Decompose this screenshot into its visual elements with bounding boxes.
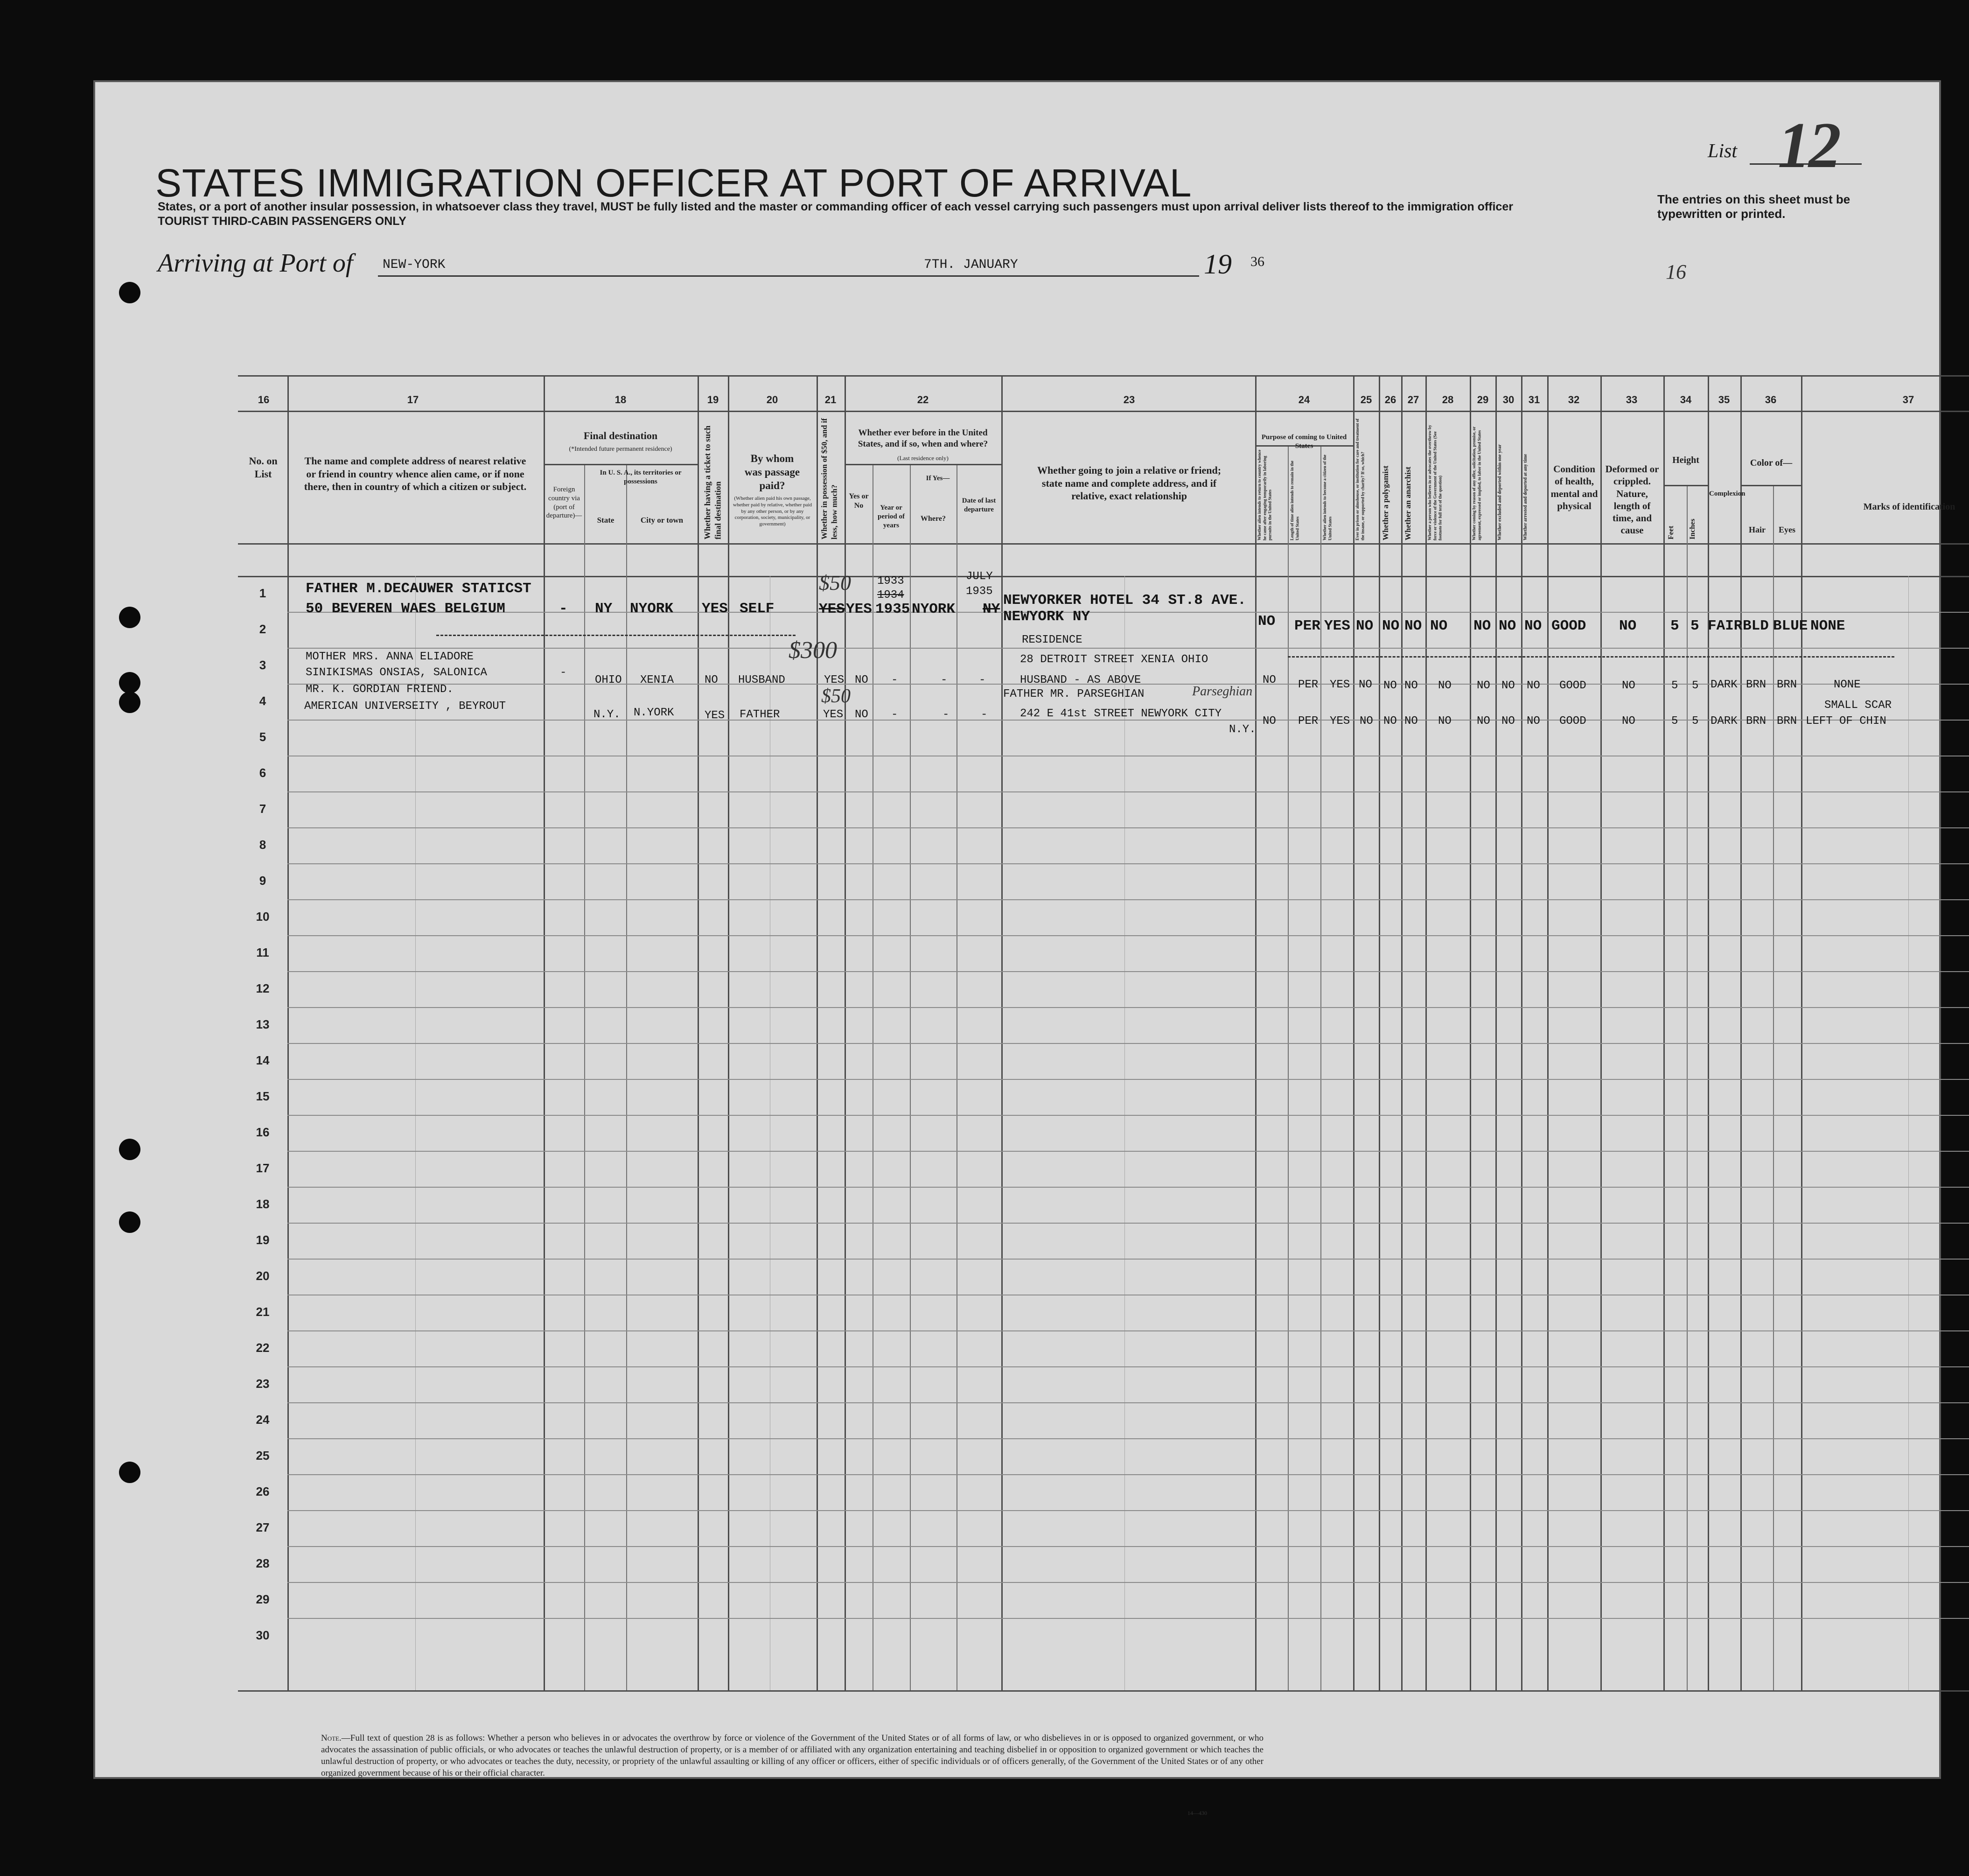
entry4-before: NO bbox=[855, 708, 868, 721]
col-divider bbox=[817, 375, 818, 1691]
column-number: 29 bbox=[1477, 394, 1489, 406]
entry1-polygamist: NO bbox=[1382, 618, 1400, 634]
entry3-where: - bbox=[941, 674, 948, 686]
column-number: 16 bbox=[258, 394, 270, 406]
header-inches: Inches bbox=[1689, 518, 1697, 539]
entry1-inches: 5 bbox=[1690, 618, 1699, 634]
entry4-inches: 5 bbox=[1692, 715, 1699, 728]
col-divider bbox=[1708, 375, 1709, 1691]
entry3-marks: NONE bbox=[1834, 679, 1861, 691]
entry4-money: YES bbox=[823, 708, 844, 721]
subtitle-line-2: TOURIST THIRD-CABIN PASSENGERS ONLY bbox=[158, 215, 406, 228]
row-line bbox=[287, 1223, 1969, 1224]
column-number: 22 bbox=[917, 394, 929, 406]
binder-hole bbox=[119, 607, 140, 628]
col-divider bbox=[1663, 375, 1665, 1691]
row-line bbox=[287, 1151, 1969, 1152]
col-divider bbox=[1600, 375, 1602, 1691]
header-complexion: Complexion bbox=[1709, 490, 1746, 497]
header-health: Condition of health, mental and physical bbox=[1550, 463, 1598, 511]
list-number-box bbox=[1708, 109, 1904, 183]
row-line bbox=[287, 1510, 1969, 1511]
entry1-year-struck: 1934 bbox=[877, 589, 904, 602]
row-number: 14 bbox=[256, 1053, 270, 1067]
row-number: 20 bbox=[256, 1269, 270, 1283]
list-number: 12 bbox=[1778, 109, 1839, 182]
handwritten-number: 16 bbox=[1666, 260, 1686, 283]
entry4-join-line1: FATHER MR. PARSEGHIAN bbox=[1003, 688, 1145, 700]
header-anarchist: Whether an anarchist bbox=[1403, 466, 1412, 540]
entry4-date: - bbox=[981, 708, 988, 721]
entry1-excluded: NO bbox=[1499, 618, 1516, 634]
row-line bbox=[287, 935, 1969, 936]
footnote-text: —Full text of question 28 is as follows: Whether a person who believes in or advocates the overthrow by force or violence of the Government of the United States or of all forms of law, or who disbelieves in or is opposed to organized government, or who advocates the assassination of public officials, or who advocates or teaches the unlawful destruction of property, or is a member of or affiliated with any organization entertaining and teaching disbelief in or opposition to organized government or which teaches the unlawful destruction of property, or who advocates or teaches the duty, necessity, or propriety of the unlawful assaulting or killing of any officer or officers, either of specific individuals or of officers generally, of the Government of the United States or of any other organized government because of his or their official character. bbox=[321, 1733, 1264, 1778]
manifest-table bbox=[238, 375, 1969, 1691]
entry3-arrested: NO bbox=[1527, 679, 1540, 692]
rule bbox=[1124, 576, 1125, 1691]
entry4-prison: NO bbox=[1360, 715, 1373, 728]
col-divider bbox=[1495, 375, 1497, 1691]
entry1-return: NO bbox=[1258, 613, 1276, 630]
header-length-of-stay: Length of time alien intends to remain in the United States bbox=[1290, 461, 1300, 540]
header-in-usa: In U. S. A., its territories or possessions bbox=[600, 469, 682, 485]
entry4-address: AMERICAN UNIVERSEITY , BEYROUT bbox=[304, 700, 506, 713]
entry1-join-line1: NEWYORKER HOTEL 34 ST.8 AVE. bbox=[1003, 592, 1246, 609]
entry3-excluded: NO bbox=[1501, 679, 1515, 692]
entry1-ticket: YES bbox=[702, 601, 728, 617]
year-suffix: 36 bbox=[1250, 254, 1264, 269]
header-eyes: Eyes bbox=[1779, 525, 1795, 534]
entry4-health: GOOD bbox=[1559, 715, 1586, 728]
header-labor-offer: Whether coming by reason of any offer, solicitation, promise, or agreement, expressed or implied, to labor in the United States bbox=[1472, 427, 1482, 540]
entry4-ticket: YES bbox=[705, 709, 725, 722]
header-color-of: Color of— bbox=[1750, 458, 1793, 468]
column-number: 28 bbox=[1442, 394, 1454, 406]
rule bbox=[1908, 576, 1909, 1691]
row-line bbox=[287, 1079, 1969, 1080]
row-line bbox=[287, 791, 1969, 792]
row-line bbox=[287, 1582, 1969, 1583]
col-divider bbox=[1001, 375, 1003, 1691]
entry1-eyes: BLUE bbox=[1773, 618, 1808, 634]
list-label: List bbox=[1708, 140, 1738, 162]
entry1-hair: BLD bbox=[1743, 618, 1769, 634]
header-passage-note: (Whether alien paid his own passage, whether paid by relative, whether paid by any other person, or by any corporation, society, municipality, or government) bbox=[733, 496, 812, 527]
column-number: 19 bbox=[707, 394, 719, 406]
list-underline bbox=[1750, 163, 1862, 165]
arrival-port: NEW-YORK bbox=[383, 258, 446, 272]
col-divider bbox=[1547, 375, 1549, 1691]
entry-separator bbox=[1288, 656, 1894, 658]
col-divider bbox=[1379, 375, 1380, 1691]
arriving-label: Arriving at Port of bbox=[158, 249, 353, 278]
entry4-join-handwritten: Parseghian bbox=[1192, 684, 1253, 699]
column-number: 18 bbox=[614, 394, 627, 406]
col-divider bbox=[1470, 375, 1471, 1691]
entry3-before: NO bbox=[855, 674, 868, 686]
header-ticket: Whether having a ticket to such final destination bbox=[703, 425, 723, 539]
entry1-marks: NONE bbox=[1810, 618, 1845, 634]
entry3-money: YES bbox=[824, 674, 845, 686]
row-number: 22 bbox=[256, 1341, 270, 1355]
row-line bbox=[287, 1402, 1969, 1403]
col-divider bbox=[1740, 375, 1742, 1691]
entry3-join-line1: 28 DETROIT STREET XENIA OHIO bbox=[1020, 653, 1208, 666]
header-overthrow: Whether a person who believes in or advocates the overthrow by force or violence of the Government of the United States (See footnote for full text of the question) bbox=[1427, 425, 1443, 540]
subheader-line bbox=[845, 464, 1001, 465]
col-divider bbox=[1353, 375, 1355, 1691]
entry4-hair: BRN bbox=[1746, 715, 1767, 728]
entry1-prison: NO bbox=[1356, 618, 1374, 634]
col-divider bbox=[1425, 375, 1427, 1691]
entry3-city: XENIA bbox=[640, 674, 674, 686]
col-divider bbox=[1255, 375, 1257, 1691]
header-date-last-departure: Date of last departure bbox=[962, 497, 996, 513]
entry1-anarchist: NO bbox=[1404, 618, 1422, 634]
row-line bbox=[287, 1330, 1969, 1331]
row-line bbox=[287, 612, 1969, 613]
entry1-city: NYORK bbox=[630, 601, 674, 617]
entry4-citizen: YES bbox=[1330, 715, 1350, 728]
header-fifty-dollars: Whether in possession of $50, and if less, how much? bbox=[820, 418, 839, 539]
subheader-line bbox=[544, 464, 698, 465]
row-line bbox=[287, 1115, 1969, 1116]
col-divider bbox=[1521, 375, 1522, 1691]
entry1-foreign-country: - bbox=[559, 601, 568, 617]
row-number: 2 bbox=[259, 622, 266, 636]
row-line bbox=[287, 1187, 1969, 1188]
header-last-residence: (Last residence only) bbox=[897, 455, 949, 462]
row-number: 5 bbox=[259, 730, 266, 744]
row-number: 16 bbox=[256, 1125, 270, 1139]
entry3-address: SINIKISMAS ONSIAS, SALONICA bbox=[306, 666, 487, 679]
column-number: 32 bbox=[1568, 394, 1580, 406]
entry1-length: PER bbox=[1294, 618, 1320, 634]
header-top-line bbox=[238, 375, 1969, 377]
header-final-destination: Final destination bbox=[583, 430, 658, 441]
row-line bbox=[287, 863, 1969, 864]
header-relative-address: The name and complete address of nearest relative or friend in country whence alien came, or if none there, then in country of which a citizen or subject. bbox=[304, 455, 527, 492]
entry3-join-line2: HUSBAND - AS ABOVE bbox=[1020, 674, 1141, 686]
row-number: 29 bbox=[256, 1592, 270, 1606]
header-arrested: Whether arrested and deported at any time bbox=[1523, 454, 1528, 540]
entry3-hair: BRN bbox=[1746, 679, 1767, 691]
form-number: 14—430 bbox=[1187, 1810, 1207, 1816]
entry3-polygamist: NO bbox=[1383, 679, 1397, 692]
header-purpose: Purpose of coming to United States bbox=[1261, 434, 1347, 450]
entry4-join-line2: 242 E 41st STREET NEWYORK CITY bbox=[1020, 707, 1222, 720]
column-number: 31 bbox=[1528, 394, 1540, 406]
row-number: 12 bbox=[256, 981, 270, 995]
binder-hole bbox=[119, 1462, 140, 1483]
entry4-money-handwritten: $50 bbox=[821, 686, 851, 707]
entry1-year-top: 1933 bbox=[877, 575, 904, 588]
row-number: 27 bbox=[256, 1520, 270, 1534]
header-year-period: Year or period of years bbox=[878, 504, 905, 529]
entry4-eyes: BRN bbox=[1777, 715, 1797, 728]
binder-hole bbox=[119, 282, 140, 303]
header-foreign-country: Foreign country via (port of departure)— bbox=[546, 486, 582, 520]
table-bottom-line bbox=[238, 1690, 1969, 1692]
column-number: 26 bbox=[1384, 394, 1396, 406]
entry4-arrested: NO bbox=[1527, 715, 1540, 728]
row-number: 11 bbox=[256, 945, 269, 959]
row-number: 28 bbox=[256, 1556, 270, 1570]
entry3-inches: 5 bbox=[1692, 679, 1699, 692]
entry1-labor: NO bbox=[1473, 618, 1491, 634]
row-line bbox=[287, 1438, 1969, 1439]
row-number: 26 bbox=[256, 1484, 270, 1498]
port-line bbox=[378, 275, 952, 277]
entry4-anarchist: NO bbox=[1404, 715, 1418, 728]
column-number: 25 bbox=[1360, 394, 1372, 406]
col-divider bbox=[698, 375, 699, 1691]
entry1-paid-by: SELF bbox=[740, 601, 775, 617]
row-line bbox=[287, 1043, 1969, 1044]
col-divider bbox=[1801, 375, 1802, 1691]
col-divider bbox=[1401, 375, 1403, 1691]
row-number: 17 bbox=[256, 1161, 270, 1175]
entry4-polygamist: NO bbox=[1383, 715, 1397, 728]
column-number: 27 bbox=[1407, 394, 1419, 406]
column-number: 21 bbox=[824, 394, 837, 406]
entry3-money-handwritten: $300 bbox=[789, 637, 837, 664]
header-hair: Hair bbox=[1749, 525, 1766, 534]
entry4-length: PER bbox=[1298, 715, 1319, 728]
column-number: 17 bbox=[407, 394, 419, 406]
row-number: 30 bbox=[256, 1628, 270, 1642]
header-join-relative: Whether going to join a relative or friend; state name and complete address, and if relative, exact relationship bbox=[1037, 464, 1222, 502]
row-number: 7 bbox=[259, 802, 266, 816]
column-number: 23 bbox=[1123, 394, 1135, 406]
entry1-complexion: FAIR bbox=[1708, 618, 1743, 634]
entry3-ticket: NO bbox=[705, 674, 718, 686]
entry3-eyes: BRN bbox=[1777, 679, 1797, 691]
entry1-citizen: YES bbox=[1324, 618, 1350, 634]
entry3-relative: MOTHER MRS. ANNA ELIADORE bbox=[306, 651, 474, 663]
column-number: 20 bbox=[766, 394, 778, 406]
entry3-paid-by: HUSBAND bbox=[738, 674, 785, 686]
entry3-state: OHIO bbox=[595, 674, 622, 686]
header-state: State bbox=[597, 516, 614, 525]
entry3-year: - bbox=[891, 674, 898, 686]
subheader-line bbox=[1663, 485, 1708, 486]
entry4-excluded: NO bbox=[1501, 715, 1515, 728]
column-number: 30 bbox=[1502, 394, 1515, 406]
entry4-state: N.Y. bbox=[593, 708, 621, 721]
header-city-or-town: City or town bbox=[640, 516, 684, 525]
row-number: 1 bbox=[259, 586, 266, 600]
row-line bbox=[287, 1366, 1969, 1367]
row-number: 23 bbox=[256, 1377, 270, 1391]
entry1-relative: FATHER M.DECAUWER STATICST bbox=[306, 581, 531, 597]
header-no-on-list: No. on List bbox=[249, 455, 278, 480]
entry4-deformed: NO bbox=[1622, 715, 1635, 728]
header-return-intent: Whether alien intends to return to country whence he came after engaging temporarily in laboring pursuits in the United States bbox=[1257, 449, 1272, 540]
footnote bbox=[321, 1732, 1264, 1779]
column-number: 24 bbox=[1298, 394, 1310, 406]
entry3-foreign-country: - bbox=[560, 666, 567, 679]
binder-hole bbox=[119, 672, 140, 693]
entry4-marks-line2: LEFT OF CHIN bbox=[1806, 715, 1886, 728]
subtitle-line-1: States, or a port of another insular possession, in whatsoever class they travel, MUST be fully listed and the master or commanding officer of each vessel carrying such passengers must upon arrival deliver lists thereof to the immigration officer bbox=[158, 200, 1513, 213]
row-line bbox=[287, 1474, 1969, 1475]
header-become-citizen: Whether alien intends to become a citizen of the United States bbox=[1322, 455, 1333, 540]
row-number: 21 bbox=[256, 1305, 270, 1319]
entry4-year: - bbox=[891, 708, 898, 721]
entries-note: The entries on this sheet must be typewritten or printed. bbox=[1657, 192, 1850, 221]
entry4-paid-by: FATHER bbox=[740, 708, 780, 721]
entry4-labor: NO bbox=[1477, 715, 1490, 728]
entry1-deformed: NO bbox=[1619, 618, 1637, 634]
row-number: 8 bbox=[259, 838, 266, 852]
entry4-overthrow: NO bbox=[1438, 715, 1452, 728]
row-line bbox=[287, 1618, 1969, 1619]
entry3-date: - bbox=[979, 674, 986, 686]
header-bottom-line-2 bbox=[238, 576, 1969, 577]
entry4-where: - bbox=[943, 708, 950, 721]
entry4-relative: MR. K. GORDIAN FRIEND. bbox=[306, 683, 454, 696]
header-bottom-line bbox=[238, 543, 1969, 545]
row-number: 25 bbox=[256, 1449, 270, 1463]
entry4-feet: 5 bbox=[1671, 715, 1678, 728]
entry3-anarchist: NO bbox=[1404, 679, 1418, 692]
header-if-yes: If Yes— bbox=[926, 475, 950, 482]
row-line bbox=[287, 1007, 1969, 1008]
column-number: 35 bbox=[1718, 394, 1730, 406]
entry1-feet: 5 bbox=[1670, 618, 1679, 634]
header-passage-paid: By whom was passage paid? bbox=[744, 453, 800, 491]
row-number: 19 bbox=[256, 1233, 270, 1247]
column-number: 37 bbox=[1902, 394, 1914, 406]
entry1-where: NYORK bbox=[912, 601, 956, 617]
header-excluded: Whether excluded and deported within one year bbox=[1497, 444, 1502, 540]
year-prefix: 19 bbox=[1204, 249, 1232, 280]
header-marks: Marks of identification bbox=[1863, 502, 1955, 512]
entry1-arrested: NO bbox=[1524, 618, 1542, 634]
row-number: 18 bbox=[256, 1197, 270, 1211]
entry3-citizen: YES bbox=[1330, 679, 1350, 691]
row-line bbox=[287, 899, 1969, 900]
col-divider bbox=[544, 375, 545, 1691]
row-number: 3 bbox=[259, 658, 266, 672]
footnote-label: Note. bbox=[321, 1733, 342, 1743]
row-number: 15 bbox=[256, 1089, 270, 1103]
row-line bbox=[287, 648, 1969, 649]
column-number: 33 bbox=[1626, 394, 1638, 406]
binder-hole bbox=[119, 1211, 140, 1233]
header-polygamist: Whether a polygamist bbox=[1381, 465, 1390, 540]
column-number: 36 bbox=[1765, 394, 1777, 406]
row-line bbox=[287, 1546, 1969, 1547]
entry3-complexion: DARK bbox=[1711, 679, 1738, 691]
entry3-health: GOOD bbox=[1559, 679, 1586, 692]
row-number: 13 bbox=[256, 1017, 270, 1031]
entry1-date-year: 1935 bbox=[966, 585, 993, 598]
header-where: Where? bbox=[921, 515, 946, 523]
binder-hole bbox=[119, 1139, 140, 1160]
page-subtitle bbox=[158, 200, 1697, 229]
col-divider bbox=[728, 375, 729, 1691]
header-height: Height bbox=[1672, 455, 1699, 465]
entry1-address: 50 BEVEREN WAES BELGIUM bbox=[306, 601, 505, 617]
header-feet: Feet bbox=[1667, 525, 1675, 539]
row-line bbox=[287, 971, 1969, 972]
row-number: 24 bbox=[256, 1413, 270, 1427]
entry3-labor: NO bbox=[1477, 679, 1490, 692]
row-number: 10 bbox=[256, 910, 270, 924]
header-final-destination-note: (*Intended future permanent residence) bbox=[569, 446, 672, 453]
column-number-line bbox=[238, 411, 1969, 412]
header-yes-or-no: Yes or No bbox=[849, 492, 869, 510]
rule bbox=[415, 576, 416, 1691]
entry1-state: NY bbox=[595, 601, 613, 617]
col-divider bbox=[287, 375, 289, 1691]
date-line bbox=[882, 275, 1199, 277]
row-number: 4 bbox=[259, 694, 266, 708]
row-number: 6 bbox=[259, 766, 266, 780]
column-number: 34 bbox=[1680, 394, 1692, 406]
arrival-date: 7TH. JANUARY bbox=[924, 258, 1018, 272]
entry3-overthrow: NO bbox=[1438, 679, 1452, 692]
entry3-length: PER bbox=[1298, 679, 1319, 691]
entry1-date-month: JULY bbox=[966, 570, 993, 583]
entry-separator bbox=[436, 635, 796, 636]
header-prison-almshouse: Ever in prison or almshouse, or institution for care and treatment of the insane, or supported by charity? If so, which? bbox=[1355, 419, 1365, 540]
entry4-complexion: DARK bbox=[1711, 715, 1738, 728]
subheader-line bbox=[1740, 485, 1801, 486]
manifest-sheet bbox=[93, 80, 1955, 1816]
row-line bbox=[287, 827, 1969, 828]
entry3-prison: NO bbox=[1359, 679, 1372, 691]
entry3-deformed: NO bbox=[1622, 679, 1635, 692]
entry1-overthrow: NO bbox=[1430, 618, 1448, 634]
entry4-return: NO bbox=[1263, 715, 1276, 728]
entry1-year: 1935 bbox=[875, 601, 910, 617]
entry1-money-handwritten: $50 bbox=[819, 571, 851, 595]
page-title: STATES IMMIGRATION OFFICER AT PORT OF ARRIVAL bbox=[155, 161, 1192, 205]
entry1-date-struck: NY bbox=[983, 601, 1000, 617]
row-number: 9 bbox=[259, 874, 266, 888]
binder-hole bbox=[119, 692, 140, 713]
entry4-city: N.YORK bbox=[634, 707, 674, 719]
row-line bbox=[287, 1259, 1969, 1260]
col-divider bbox=[1320, 445, 1321, 1691]
entry4-join-line3: N.Y. bbox=[1229, 723, 1256, 736]
header-deformed: Deformed or crippled. Nature, length of time, and cause bbox=[1605, 463, 1659, 536]
entry1-join-line2: NEWYORK NY bbox=[1003, 609, 1090, 625]
header-ever-before: Whether ever before in the United States, and if so, when and where? bbox=[858, 428, 988, 449]
entry4-marks-line1: SMALL SCAR bbox=[1824, 699, 1892, 712]
entry3-feet: 5 bbox=[1671, 679, 1678, 692]
entry3-return: NO bbox=[1263, 674, 1276, 686]
entry1-before-yes: YES bbox=[846, 601, 872, 617]
entry1-health: GOOD bbox=[1551, 618, 1586, 634]
entry1-money: YES bbox=[819, 601, 845, 617]
col-divider bbox=[1288, 445, 1289, 1691]
entry1-join-line3: RESIDENCE bbox=[1022, 634, 1082, 646]
